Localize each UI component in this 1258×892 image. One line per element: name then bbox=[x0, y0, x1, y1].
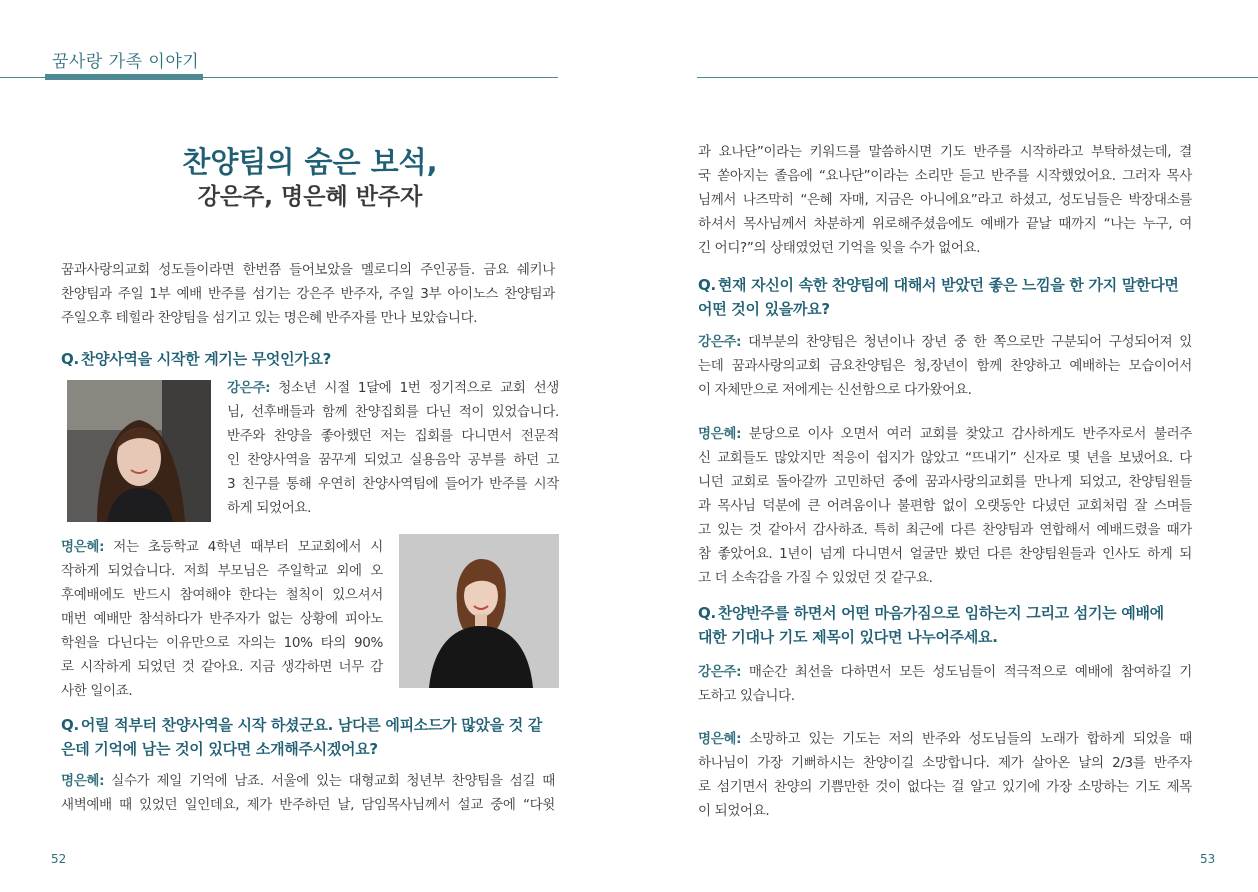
article-title: 찬양팀의 숨은 보석, bbox=[182, 145, 438, 179]
text-line: 후예배에도 반드시 참여해야 한다는 철칙이 있으셔서 bbox=[61, 587, 383, 603]
answer-myung-2 bbox=[61, 769, 555, 817]
text-line: 반주와 찬양을 좋아했던 저는 집회를 다니면서 전문적 bbox=[227, 428, 559, 444]
speaker-label: 명은혜: bbox=[61, 773, 105, 789]
text-line: 님께서 나즈막히 “은혜 자매, 지금은 아니에요”라고 하셨고, 성도님들은 박장대소를 bbox=[698, 192, 1192, 208]
question-3 bbox=[698, 273, 1196, 321]
text-line: 소망하고 있는 기도는 저의 반주와 성도님들의 노래가 합하게 되었을 때 bbox=[749, 731, 1192, 747]
text-line: 찬양팀과 주일 1부 예배 반주를 섬기는 강은주 반주자, 주일 3부 아이노스 찬양팀과 bbox=[61, 286, 555, 302]
speaker-label: 강은주: bbox=[698, 334, 742, 350]
speaker-label: 명은혜: bbox=[698, 731, 742, 747]
text-line: 도하고 있습니다. bbox=[698, 688, 795, 704]
page-number-right: 53 bbox=[1200, 852, 1216, 866]
question-text: 어떤 것이 있을까요? bbox=[698, 300, 830, 318]
question-4 bbox=[698, 601, 1196, 649]
question-text: 대한 기대나 기도 제목이 있다면 나누어주세요. bbox=[698, 628, 998, 646]
text-line: 국 쏟아지는 졸음에 “요나단”이라는 소리만 듣고 반주를 시작했었어요. 그러자 목사 bbox=[698, 168, 1192, 184]
q-mark-icon: Q. bbox=[61, 350, 79, 368]
text-line: 로 섬기면서 찬양의 기쁨만한 것이 없다는 걸 알고 있기에 가장 소망하는 기도 제목 bbox=[698, 779, 1192, 795]
text-line: 긴 어디?”의 상태였었던 기억을 잊을 수가 없어요. bbox=[698, 240, 981, 256]
answer-myung-1 bbox=[61, 535, 383, 703]
article-subtitle: 강은주, 명은혜 반주자 bbox=[197, 184, 423, 210]
text-line: 꿈과사랑의교회 성도들이라면 한번쯤 들어보았을 멜로디의 주인공들. 금요 쉐키나 bbox=[61, 262, 555, 278]
portrait-illustration bbox=[67, 380, 211, 522]
text-line: 주일오후 테힐라 찬양팀을 섬기고 있는 명은혜 반주자를 만나 보았습니다. bbox=[61, 310, 478, 326]
question-text: 은데 기억에 남는 것이 있다면 소개해주시겠어요? bbox=[61, 740, 378, 758]
text-line: 대부분의 찬양팀은 청년이나 장년 중 한 쪽으로만 구분되어 구성되어져 있 bbox=[748, 334, 1192, 350]
answer-kang-3 bbox=[698, 330, 1192, 402]
text-line: 3 친구를 통해 우연히 찬양사역팀에 들어가 반주를 시작 bbox=[227, 476, 559, 492]
photo-myung-eunhye bbox=[399, 534, 559, 688]
question-1 bbox=[61, 347, 555, 371]
text-line: 학원을 다닌다는 이유만으로 자의는 10% 타의 90% bbox=[61, 635, 383, 651]
text-line: 고 있는 것 같아서 감사하죠. 특히 최근에 다른 찬양팀과 연합해서 예배드렸을 때가 bbox=[698, 522, 1192, 538]
text-line: 실수가 제일 기억에 남죠. 서울에 있는 대형교회 청년부 찬양팀을 섬길 때 bbox=[111, 773, 555, 789]
answer-kang-4 bbox=[698, 660, 1192, 708]
text-line: 는데 꿈과사랑의교회 금요찬양팀은 청,장년이 함께 찬양하고 예배하는 모습이어서 bbox=[698, 358, 1192, 374]
page-number-left: 52 bbox=[51, 852, 67, 866]
text-line: 분당으로 이사 오면서 여러 교회를 찾았고 감사하게도 반주자로서 불러주 bbox=[748, 426, 1192, 442]
speaker-label: 명은혜: bbox=[61, 539, 105, 555]
answer-myung-3 bbox=[698, 422, 1192, 590]
text-line: 로 시작하게 되었던 것 같아요. 지금 생각하면 너무 감 bbox=[61, 659, 383, 675]
text-line: 매번 예배만 참석하다가 반주자가 없는 상황에 피아노 bbox=[61, 611, 383, 627]
speaker-label: 강은주: bbox=[698, 664, 742, 680]
text-line: 하나님이 가장 기뻐하시는 찬양이길 소망합니다. 제가 살아온 날의 2/3를 반주자 bbox=[698, 755, 1192, 771]
intro-paragraph bbox=[61, 258, 555, 330]
portrait-illustration bbox=[399, 534, 559, 688]
text-line: 청소년 시절 1달에 1번 정기적으로 교회 선생 bbox=[278, 380, 559, 396]
header-rule-right bbox=[697, 77, 1258, 78]
q-mark-icon: Q. bbox=[698, 604, 716, 622]
text-line: 하게 되었어요. bbox=[227, 500, 312, 516]
text-line: 과 목사님 덕분에 큰 어려움이나 불편함 없이 오랫동안 다녔던 교회처럼 잘 스며들 bbox=[698, 498, 1192, 514]
text-line: 신 교회들도 많았지만 적응이 쉽지가 않았고 “뜨내기” 신자로 몇 년을 보냈어요. 다 bbox=[698, 450, 1192, 466]
speaker-label: 강은주: bbox=[227, 380, 271, 396]
text-line: 님, 선후배들과 함께 찬양집회를 다닌 적이 있었습니다. bbox=[227, 404, 559, 420]
text-line: 이 되었어요. bbox=[698, 803, 770, 819]
photo-kang-eunju bbox=[67, 380, 211, 522]
question-text: 현재 자신이 속한 찬양팀에 대해서 받았던 좋은 느낌을 한 가지 말한다면 bbox=[717, 276, 1179, 294]
text-line: 사한 일이죠. bbox=[61, 683, 133, 699]
q-mark-icon: Q. bbox=[61, 716, 79, 734]
text-line: 참 좋았어요. 1년이 넘게 다니면서 얼굴만 봤던 다른 찬양팀원들과 인사도 하게 되 bbox=[698, 546, 1192, 562]
answer-kang-1 bbox=[227, 376, 559, 520]
text-line: 이 자체만으로 저에게는 신선함으로 다가왔어요. bbox=[698, 382, 972, 398]
text-line: 하셔서 목사님께서 차분하게 위로해주셨음에도 예배가 끝날 때까지 “나는 누구, 여 bbox=[698, 216, 1192, 232]
header-rule-accent bbox=[45, 74, 203, 80]
text-line: 인 찬양사역을 꿈꾸게 되었고 실용음악 공부를 하던 고 bbox=[227, 452, 559, 468]
text-line: 작하게 되었습니다. 저희 부모님은 주일학교 외에 오 bbox=[61, 563, 383, 579]
text-line: 니던 교회로 돌아갈까 고민하던 중에 꿈과사랑의교회를 만나게 되었고, 찬양팀원들 bbox=[698, 474, 1192, 490]
question-text: 찬양사역을 시작한 계기는 무엇인가요? bbox=[80, 350, 332, 368]
section-title: 꿈사랑 가족 이야기 bbox=[52, 52, 200, 72]
question-text: 어릴 적부터 찬양사역을 시작 하셨군요. 남다른 에피소드가 많았을 것 같 bbox=[80, 716, 543, 734]
text-line: 고 더 소속감을 가질 수 있었던 것 같구요. bbox=[698, 570, 933, 586]
question-2 bbox=[61, 713, 559, 761]
text-line: 매순간 최선을 다하면서 모든 성도님들이 적극적으로 예배에 참여하길 기 bbox=[748, 664, 1192, 680]
speaker-label: 명은혜: bbox=[698, 426, 742, 442]
text-line: 저는 초등학교 4학년 때부터 모교회에서 시 bbox=[113, 539, 383, 555]
question-text: 찬양반주를 하면서 어떤 마음가짐으로 임하는지 그리고 섬기는 예배에 bbox=[717, 604, 1164, 622]
answer-myung-4 bbox=[698, 727, 1192, 823]
text-line: 과 요나단”이라는 키워드를 말씀하시면 기도 반주를 시작하라고 부탁하셨는데, 결 bbox=[698, 144, 1192, 160]
text-line: 새벽예배 때 있었던 일인데요, 제가 반주하던 날, 담임목사님께서 설교 중에 “다윗 bbox=[61, 797, 555, 813]
q-mark-icon: Q. bbox=[698, 276, 716, 294]
answer-myung-2-continued bbox=[698, 140, 1192, 260]
